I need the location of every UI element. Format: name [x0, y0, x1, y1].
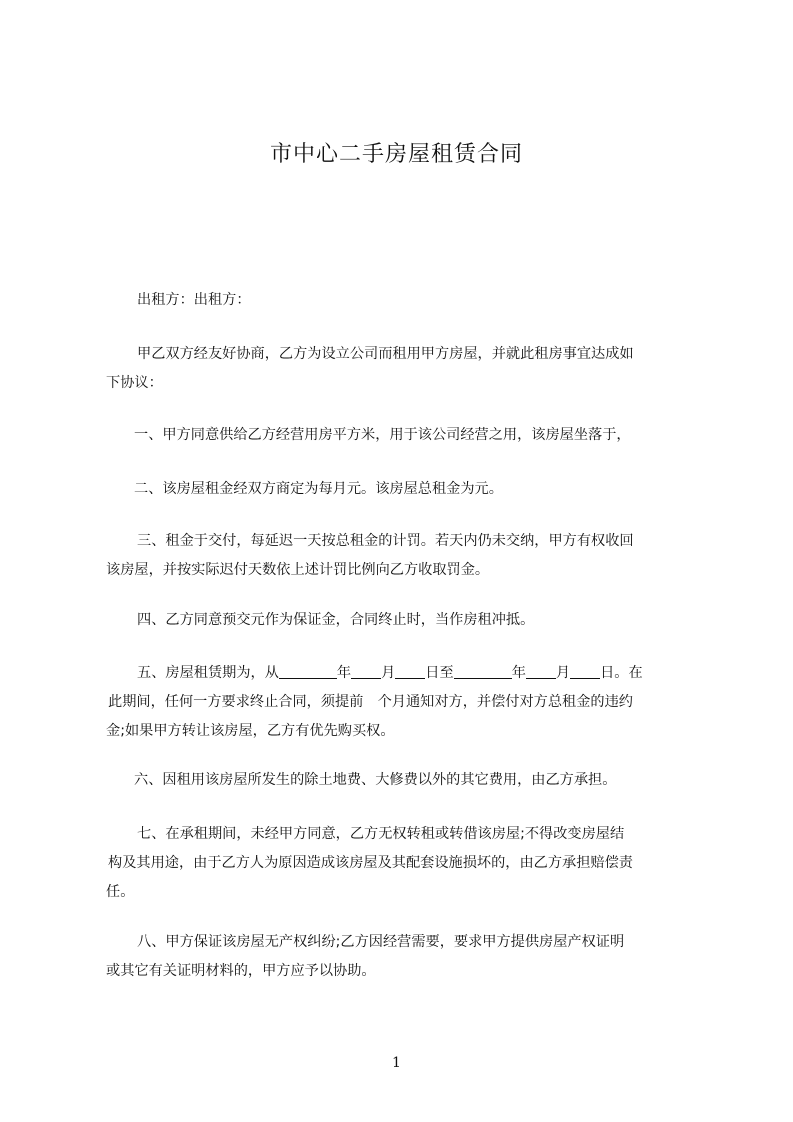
clause-6 [106, 766, 696, 795]
intro-line-2 [106, 369, 696, 398]
day-to-label: 日至 [425, 665, 454, 681]
fill-blank [279, 664, 337, 679]
clause-7-text-2: 构及其用途，由于乙方人为原因造成该房屋及其配套设施损坏的，由乙方承担赔偿责 [108, 855, 633, 871]
clause-6-text: 六、因租用该房屋所发生的除土地费、大修费以外的其它费用，由乙方承担。 [134, 772, 617, 788]
clause-5-text-3: 金;如果甲方转让该房屋，乙方有优先购买权。 [106, 723, 395, 739]
clause-8-line-2 [106, 957, 696, 986]
intro-paragraph [106, 340, 696, 398]
fill-blank [351, 664, 381, 679]
clause-8-text-1: 八、甲方保证该房屋无产权纠纷;乙方因经营需要，要求甲方提供房屋产权证明 [137, 934, 625, 950]
month-label-1: 月 [381, 665, 396, 681]
clause-8-text-2: 或其它有关证明材料的，甲方应予以协助。 [106, 963, 376, 979]
clause-4-text: 四、乙方同意预交元作为保证金，合同终止时，当作房租冲抵。 [137, 612, 535, 628]
clause-2 [106, 475, 696, 504]
fill-blank [454, 664, 512, 679]
year-label-1: 年 [336, 665, 352, 681]
fill-blank [570, 664, 600, 679]
parties-text: 出租方：出租方： [137, 292, 251, 308]
intro-text-1: 甲乙双方经友好协商，乙方为设立公司而租用甲方房屋，并就此租房事宜达成如 [137, 346, 634, 362]
clause-5 [106, 659, 696, 746]
clause-1 [106, 421, 696, 450]
clause-8 [106, 928, 696, 986]
parties-line-text [106, 286, 696, 315]
clause-7 [106, 820, 696, 907]
parties-line [106, 286, 696, 315]
clause-7-text-3: 任。 [106, 884, 135, 900]
clause-5-line-1 [106, 659, 696, 688]
clause-5-text-2: 此期间，任何一方要求终止合同，须提前 个月通知对方，并偿付对方总租金的违约 [108, 694, 633, 710]
clause-5-start-text: 五、房屋租赁期为，从 [137, 665, 279, 681]
clause-3-text-2: 该房屋，并按实际迟付天数依上述计罚比例向乙方收取罚金。 [106, 562, 490, 578]
fill-blank [526, 664, 556, 679]
clause-3-text-1: 三、租金于交付，每延迟一天按总租金的计罚。若天内仍未交纳，甲方有权收回 [137, 533, 634, 549]
page-number: 1 [392, 1055, 401, 1071]
clause-7-line-3 [106, 878, 696, 907]
clause-4-line [106, 606, 696, 635]
clause-7-text-1: 七、在承租期间，未经甲方同意，乙方无权转租或转借该房屋;不得改变房屋结 [137, 826, 625, 842]
clause-3 [106, 527, 696, 585]
clause-3-line-2 [106, 556, 696, 585]
clause-5-line-3 [106, 717, 696, 746]
clause-4 [106, 606, 696, 635]
clause-7-line-2 [106, 849, 696, 878]
day-end-label: 日。在 [600, 665, 643, 681]
fill-blank [395, 664, 425, 679]
clause-3-line-1 [106, 527, 696, 556]
contract-title: 市中心二手房屋租赁合同 [269, 142, 523, 167]
clause-1-line [106, 421, 696, 450]
month-label-2: 月 [555, 665, 571, 681]
clause-8-line-1 [106, 928, 696, 957]
clause-5-line-2 [106, 688, 696, 717]
clause-2-text: 二、该房屋租金经双方商定为每月元。该房屋总租金为元。 [134, 481, 503, 497]
year-label-2: 年 [511, 665, 526, 681]
clause-7-line-1 [106, 820, 696, 849]
clause-2-line [106, 475, 696, 504]
clause-6-line [106, 766, 696, 795]
intro-text-2: 下协议： [106, 375, 163, 391]
clause-1-text: 一、甲方同意供给乙方经营用房平方米，用于该公司经营之用，该房屋坐落于， [134, 427, 631, 443]
intro-line-1 [106, 340, 696, 369]
